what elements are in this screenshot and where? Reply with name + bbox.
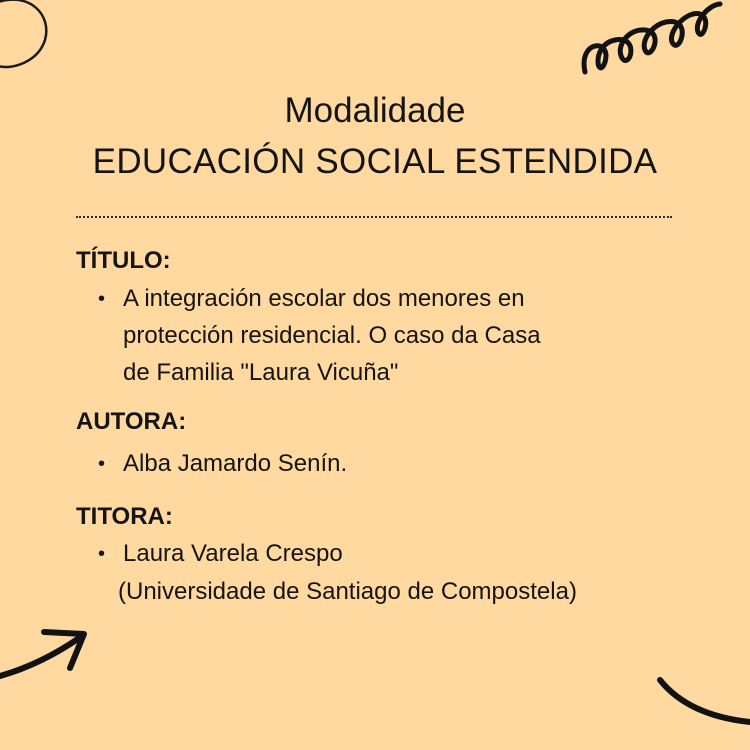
bullet-icon: •	[98, 288, 106, 310]
titulo-label: TÍTULO:	[76, 247, 171, 274]
modality-label: Modalidade	[284, 91, 466, 130]
titora-name: Laura Varela Crespo	[123, 540, 343, 567]
circle-doodle-icon	[0, 0, 46, 67]
swoosh-doodle-icon	[660, 680, 750, 722]
titulo-line-1: A integración escolar dos menores en	[123, 285, 525, 312]
spring-coil-icon	[584, 4, 720, 72]
page-heading	[0, 86, 750, 188]
dotted-divider	[76, 216, 672, 218]
titulo-line-2: protección residencial. O caso da Casa	[123, 322, 541, 349]
titora-label: TITORA:	[76, 503, 173, 530]
titulo-line-3: de Familia "Laura Vicuña"	[123, 359, 399, 386]
bullet-icon: •	[98, 543, 106, 565]
modality-name: EDUCACIÓN SOCIAL ESTENDIDA	[92, 142, 658, 181]
bullet-icon: •	[98, 453, 106, 475]
autora-name: Alba Jamardo Senín.	[123, 450, 348, 477]
titora-affiliation: (Universidade de Santiago de Compostela)	[118, 578, 577, 605]
autora-label: AUTORA:	[76, 408, 187, 435]
